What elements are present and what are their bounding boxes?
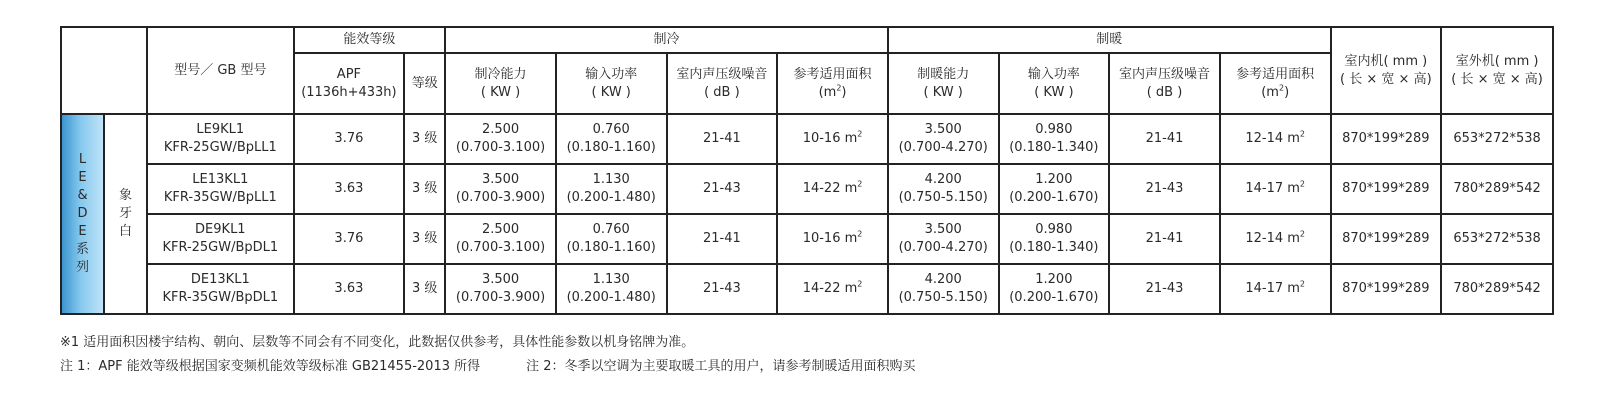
cell-grade: 3 级 bbox=[404, 214, 445, 264]
cell-grade: 3 级 bbox=[404, 264, 445, 314]
cell-grade: 3 级 bbox=[404, 164, 445, 214]
header-model: 型号／ GB 型号 bbox=[147, 27, 294, 114]
cell-indoor: 870*199*289 bbox=[1331, 164, 1442, 214]
cell-cool-input: 0.760 (0.180-1.160) bbox=[556, 214, 667, 264]
header-heat-input-power: 输入功率 ( KW ) bbox=[999, 53, 1110, 114]
footnotes bbox=[60, 331, 916, 379]
footnote-apf-standard: 注 1：APF 能效等级根据国家变频机能效等级标准 GB21455-2013 所得 bbox=[60, 359, 481, 374]
cell-heat-input: 1.200 (0.200-1.670) bbox=[999, 164, 1110, 214]
spec-table bbox=[60, 26, 1554, 315]
cell-heat-input: 1.200 (0.200-1.670) bbox=[999, 264, 1110, 314]
footnote-area-disclaimer: ※1 适用面积因楼宇结构、朝向、层数等不同会有不同变化，此数据仅供参考，具体性能参数以机身铭牌为准。 bbox=[60, 335, 695, 350]
cell-outdoor: 780*289*542 bbox=[1441, 164, 1553, 214]
cell-cool-capacity: 2.500 (0.700-3.100) bbox=[445, 214, 556, 264]
cell-heat-input: 0.980 (0.180-1.340) bbox=[999, 114, 1110, 164]
header-cool-area bbox=[777, 53, 888, 114]
cell-outdoor: 653*272*538 bbox=[1441, 214, 1553, 264]
cell-cool-noise: 21-41 bbox=[667, 214, 778, 264]
area-unit: $(m^2)$ bbox=[818, 83, 847, 100]
cell-cool-area: 10-16 $m^2$ bbox=[777, 214, 888, 264]
cell-model: LE9KL1 KFR-25GW/BpLL1 bbox=[147, 114, 294, 164]
cell-indoor: 870*199*289 bbox=[1331, 114, 1442, 164]
cell-indoor: 870*199*289 bbox=[1331, 264, 1442, 314]
cell-cool-input: 1.130 (0.200-1.480) bbox=[556, 264, 667, 314]
header-row-1 bbox=[61, 27, 1553, 53]
cell-cool-area: 14-22 $m^2$ bbox=[777, 264, 888, 314]
cell-apf: 3.76 bbox=[294, 214, 405, 264]
cell-heat-noise: 21-43 bbox=[1109, 264, 1220, 314]
cell-heat-noise: 21-41 bbox=[1109, 114, 1220, 164]
cell-heat-area: 12-14 $m^2$ bbox=[1220, 114, 1331, 164]
cell-heat-area: 12-14 $m^2$ bbox=[1220, 214, 1331, 264]
area-unit: $(m^2)$ bbox=[1261, 83, 1290, 100]
header-heat-area bbox=[1220, 53, 1331, 114]
cell-apf: 3.76 bbox=[294, 114, 405, 164]
cell-heat-capacity: 3.500 (0.700-4.270) bbox=[888, 114, 999, 164]
cell-model: DE9KL1 KFR-25GW/BpDL1 bbox=[147, 214, 294, 264]
cell-outdoor: 653*272*538 bbox=[1441, 114, 1553, 164]
cell-cool-capacity: 3.500 (0.700-3.900) bbox=[445, 264, 556, 314]
cell-heat-noise: 21-43 bbox=[1109, 164, 1220, 214]
header-cooling-group: 制冷 bbox=[445, 27, 888, 53]
table-row bbox=[61, 214, 1553, 264]
table-row bbox=[61, 164, 1553, 214]
header-indoor-unit: 室内机( mm ) ( 长 × 宽 × 高) bbox=[1331, 27, 1442, 114]
series-label: L E & D E 系 列 bbox=[76, 152, 90, 275]
cell-heat-area: 14-17 $m^2$ bbox=[1220, 264, 1331, 314]
header-apf: APF (1136h+433h) bbox=[294, 53, 405, 114]
cell-apf: 3.63 bbox=[294, 164, 405, 214]
footnote-row bbox=[60, 355, 916, 379]
area-label: 参考适用面积 bbox=[793, 66, 872, 82]
cell-cool-noise: 21-41 bbox=[667, 114, 778, 164]
header-heat-capacity: 制暖能力 ( KW ) bbox=[888, 53, 999, 114]
header-outdoor-unit: 室外机( mm ) ( 长 × 宽 × 高) bbox=[1441, 27, 1553, 114]
color-label: 象 牙 白 bbox=[119, 188, 133, 239]
cell-cool-area: 10-16 $m^2$ bbox=[777, 114, 888, 164]
header-heating-group: 制暖 bbox=[888, 27, 1331, 53]
cell-grade: 3 级 bbox=[404, 114, 445, 164]
corner-cell bbox=[61, 27, 147, 114]
area-label: 参考适用面积 bbox=[1236, 66, 1315, 82]
cell-heat-capacity: 4.200 (0.750-5.150) bbox=[888, 164, 999, 214]
cell-cool-input: 0.760 (0.180-1.160) bbox=[556, 114, 667, 164]
cell-cool-area: 14-22 $m^2$ bbox=[777, 164, 888, 214]
header-cool-input-power: 输入功率 ( KW ) bbox=[556, 53, 667, 114]
cell-indoor: 870*199*289 bbox=[1331, 214, 1442, 264]
cell-outdoor: 780*289*542 bbox=[1441, 264, 1553, 314]
cell-heat-capacity: 3.500 (0.700-4.270) bbox=[888, 214, 999, 264]
cell-heat-input: 0.980 (0.180-1.340) bbox=[999, 214, 1110, 264]
series-label-cell bbox=[61, 114, 104, 314]
footnote-heating-advice: 注 2：冬季以空调为主要取暖工具的用户，请参考制暖适用面积购买 bbox=[526, 359, 916, 374]
cell-cool-noise: 21-43 bbox=[667, 264, 778, 314]
header-grade: 等级 bbox=[404, 53, 445, 114]
cell-heat-area: 14-17 $m^2$ bbox=[1220, 164, 1331, 214]
header-cool-capacity: 制冷能力 ( KW ) bbox=[445, 53, 556, 114]
cell-cool-capacity: 2.500 (0.700-3.100) bbox=[445, 114, 556, 164]
cell-cool-capacity: 3.500 (0.700-3.900) bbox=[445, 164, 556, 214]
table-row bbox=[61, 114, 1553, 164]
cell-cool-input: 1.130 (0.200-1.480) bbox=[556, 164, 667, 214]
table-row bbox=[61, 264, 1553, 314]
header-cool-noise: 室内声压级噪音 ( dB ) bbox=[667, 53, 778, 114]
cell-model: LE13KL1 KFR-35GW/BpLL1 bbox=[147, 164, 294, 214]
header-heat-noise: 室内声压级噪音 ( dB ) bbox=[1109, 53, 1220, 114]
color-label-cell bbox=[104, 114, 147, 314]
header-efficiency-group: 能效等级 bbox=[294, 27, 446, 53]
cell-apf: 3.63 bbox=[294, 264, 405, 314]
cell-model: DE13KL1 KFR-35GW/BpDL1 bbox=[147, 264, 294, 314]
cell-heat-capacity: 4.200 (0.750-5.150) bbox=[888, 264, 999, 314]
cell-heat-noise: 21-41 bbox=[1109, 214, 1220, 264]
cell-cool-noise: 21-43 bbox=[667, 164, 778, 214]
